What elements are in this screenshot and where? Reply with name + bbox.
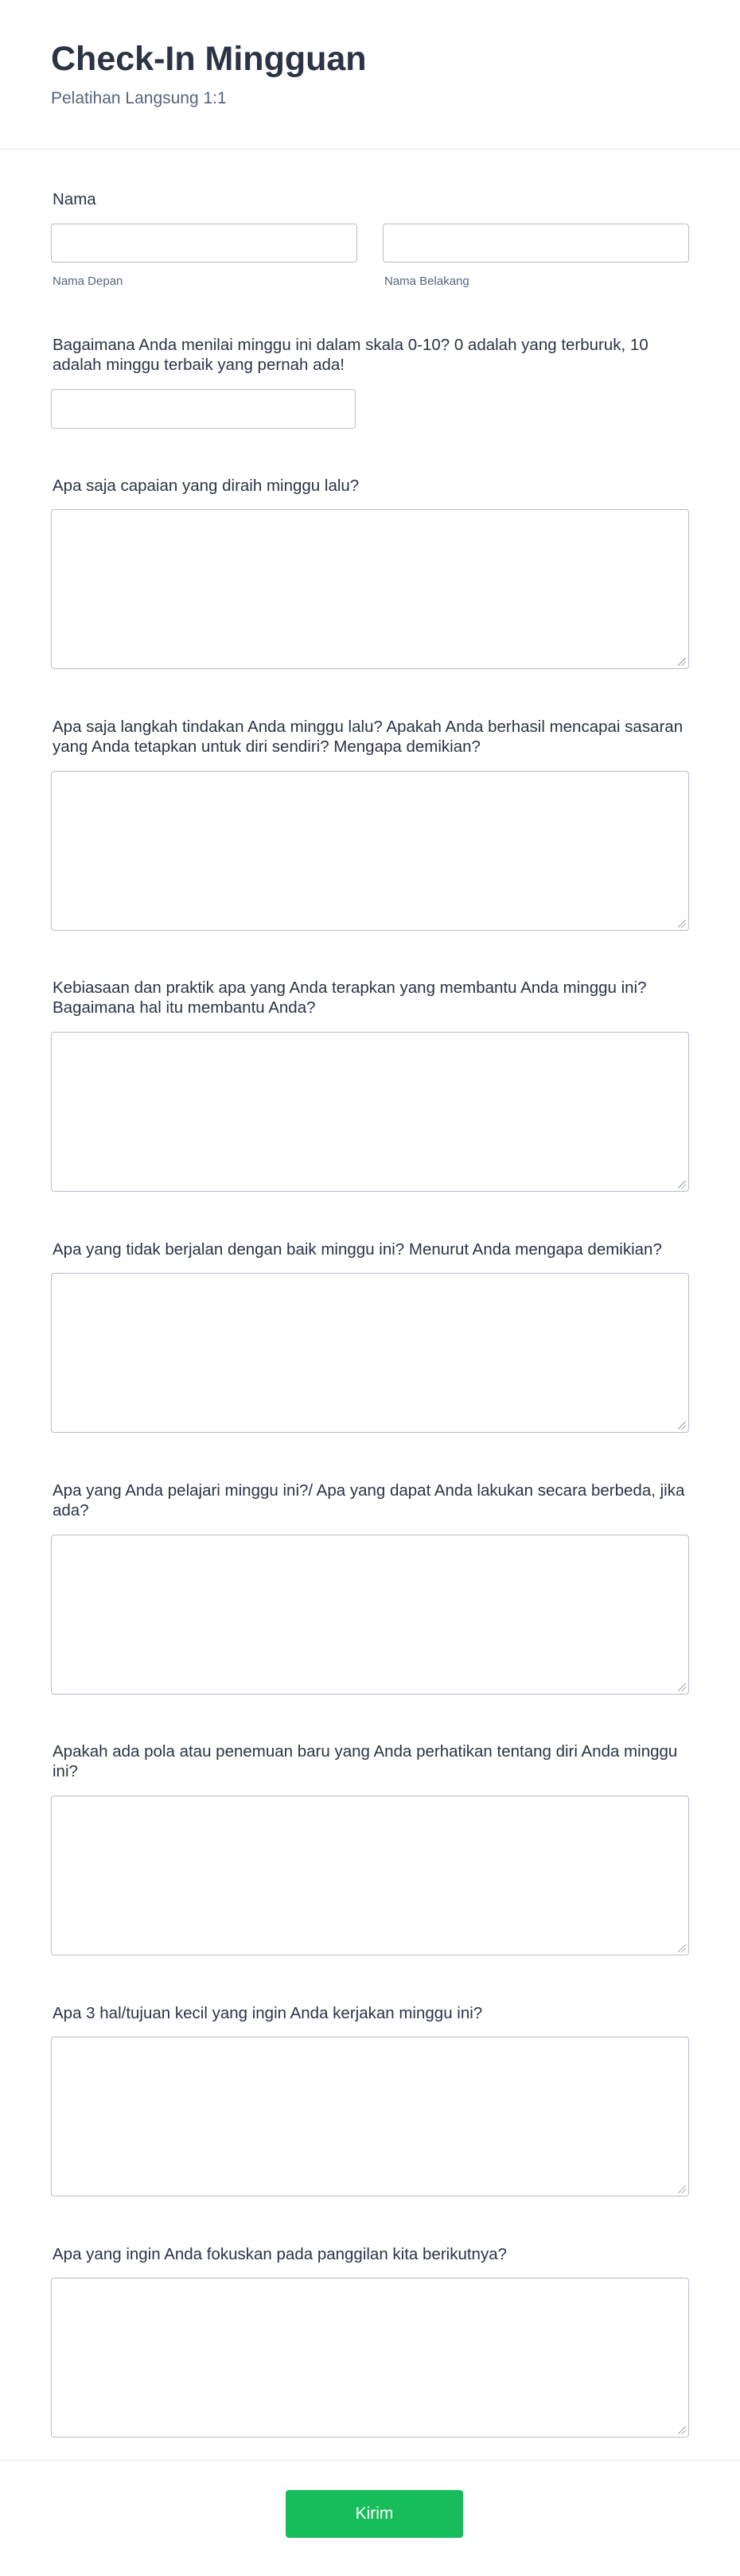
question-label: Apa yang tidak berjalan dengan baik minggu ini? Menurut Anda mengapa demikian? bbox=[53, 1240, 662, 1259]
question-textarea[interactable] bbox=[51, 1535, 689, 1695]
question-textarea[interactable] bbox=[51, 1032, 689, 1192]
question-label: Apakah ada pola atau penemuan baru yang Anda perhatikan tentang diri Anda minggu ini? bbox=[53, 1742, 678, 1780]
resize-grip-icon[interactable] bbox=[678, 1944, 686, 1952]
form-title: Check-In Mingguan bbox=[51, 40, 367, 78]
question-textarea[interactable] bbox=[51, 2278, 689, 2438]
resize-grip-icon[interactable] bbox=[678, 2426, 686, 2434]
question-label: Kebiasaan dan praktik apa yang Anda terapkan yang membantu Anda minggu ini? Bagaimana hal itu membantu Anda? bbox=[53, 979, 647, 1017]
resize-grip-icon[interactable] bbox=[678, 1683, 686, 1691]
last-name-sublabel: Nama Belakang bbox=[384, 274, 469, 288]
question-textarea[interactable] bbox=[51, 2037, 689, 2197]
resize-grip-icon[interactable] bbox=[678, 2185, 686, 2193]
resize-grip-icon[interactable] bbox=[678, 1422, 686, 1430]
question-label: Apa yang ingin Anda fokuskan pada panggilan kita berikutnya? bbox=[53, 2245, 508, 2263]
submit-button[interactable]: Kirim bbox=[286, 2490, 463, 2538]
name-label: Nama bbox=[53, 190, 96, 208]
question-textarea[interactable] bbox=[51, 1273, 689, 1433]
last-name-input[interactable] bbox=[383, 224, 689, 263]
resize-grip-icon[interactable] bbox=[678, 920, 686, 928]
question-label: Apa 3 hal/tujuan kecil yang ingin Anda kerjakan minggu ini? bbox=[53, 2004, 483, 2022]
question-textarea[interactable] bbox=[51, 1796, 689, 1955]
question-textarea[interactable] bbox=[51, 771, 689, 931]
rating-input[interactable] bbox=[51, 389, 356, 429]
resize-grip-icon[interactable] bbox=[678, 658, 686, 666]
question-label: Apa saja capaian yang diraih minggu lalu? bbox=[53, 477, 360, 495]
rating-label: Bagaimana Anda menilai minggu ini dalam skala 0-10? 0 adalah yang terburuk, 10 adalah minggu terbaik yang pernah ada! bbox=[53, 336, 648, 374]
question-label: Apa yang Anda pelajari minggu ini?/ Apa yang dapat Anda lakukan secara berbeda, jika ada? bbox=[53, 1481, 685, 1520]
question-textarea[interactable] bbox=[51, 509, 689, 669]
first-name-sublabel: Nama Depan bbox=[53, 274, 123, 288]
question-label: Apa saja langkah tindakan Anda minggu lalu? Apakah Anda berhasil mencapai sasaran yang Anda tetapkan untuk diri sendiri? Mengapa demikian? bbox=[53, 718, 684, 756]
form-header bbox=[0, 0, 740, 150]
first-name-input[interactable] bbox=[51, 224, 357, 263]
resize-grip-icon[interactable] bbox=[678, 1181, 686, 1189]
form-subtitle: Pelatihan Langsung 1:1 bbox=[51, 89, 227, 107]
